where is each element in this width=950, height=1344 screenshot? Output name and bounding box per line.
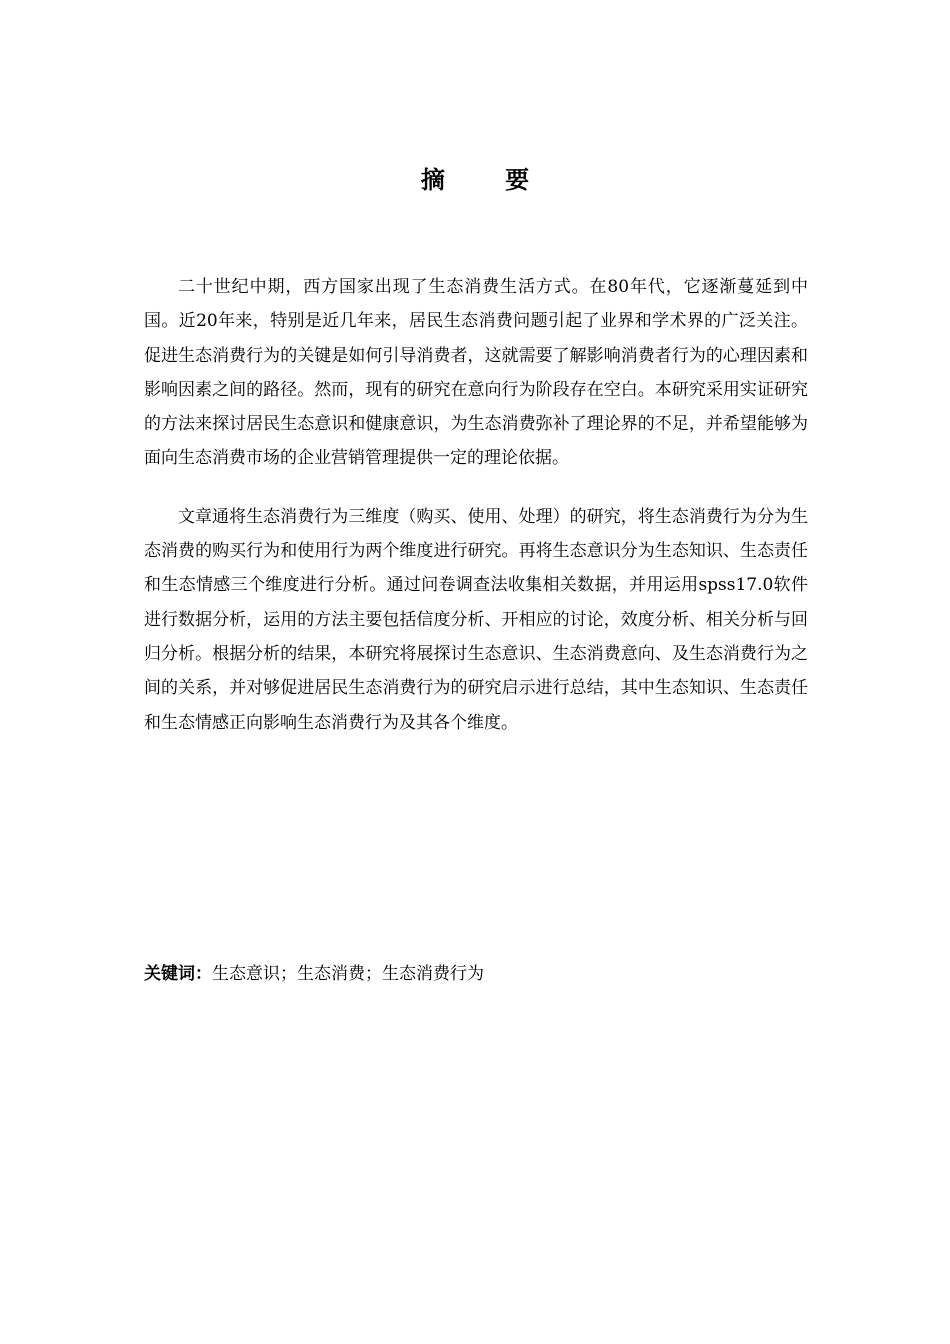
keywords-value: 生态意识；生态消费；生态消费行为 bbox=[212, 964, 484, 984]
keywords-line bbox=[144, 957, 808, 991]
abstract-paragraph-2: 文章通将生态消费行为三维度（购买、使用、处理）的研究，将生态消费行为分为生态消费的购买行为和使用行为两个维度进行研究。再将生态意识分为生态知识、生态责任和生态情感三个维度进行分析。通过问卷调查法收集相关数据，并用运用spss17.0软件进行数据分析，运用的方法主要包括信度分析、开相应的讨论，效度分析、相关分析与回归分析。根据分析的结果，本研究将展探讨生态意识、生态消费意向、及生态消费行为之间的关系，并对够促进居民生态消费行为的研究启示进行总结，其中生态知识、生态责任和生态情感正向影响生态消费行为及其各个维度。 bbox=[144, 506, 808, 733]
keywords-label: 关键词： bbox=[144, 964, 212, 984]
page-title: 摘 要 bbox=[420, 166, 556, 194]
abstract-paragraph-1: 二十世纪中期，西方国家出现了生态消费生活方式。在80年代，它逐渐蔓延到中国。近20年来，特别是近几年来，居民生态消费问题引起了业界和学术界的广泛关注。促进生态消费行为的关键是如何引导消费者，这就需要了解影响消费者行为的心理因素和影响因素之间的路径。然而，现有的研究在意向行为阶段存在空白。本研究采用实证研究的方法来探讨居民生态意识和健康意识，为生态消费弥补了理论界的不足，并希望能够为面向生态消费市场的企业营销管理提供一定的理论依据。 bbox=[144, 277, 808, 469]
abstract-body bbox=[144, 270, 808, 740]
